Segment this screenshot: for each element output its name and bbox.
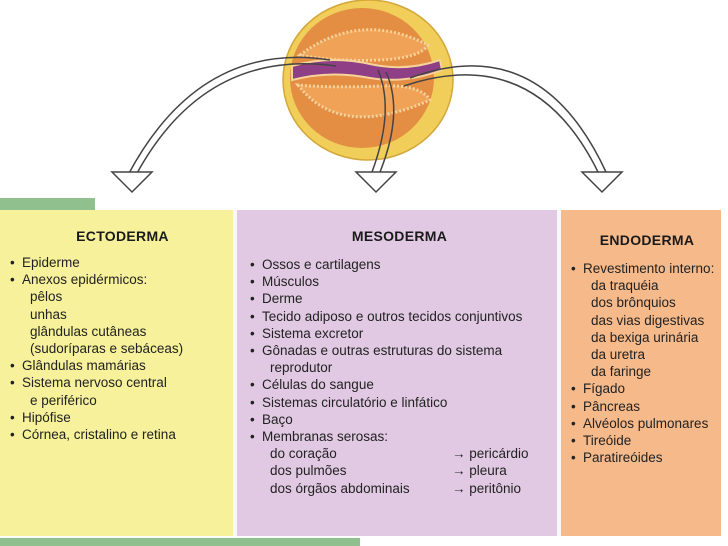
serosa-organ: do coração xyxy=(270,446,337,462)
list-item: • Sistema excretor xyxy=(262,325,557,342)
arrowhead-mesoderma xyxy=(356,172,396,192)
list-item: • Células do sangue xyxy=(262,376,557,393)
list-item: da uretra xyxy=(591,347,646,363)
list-item: das vias digestivas xyxy=(591,312,705,328)
arrowhead-ectoderma xyxy=(112,172,152,192)
list-item: reprodutor xyxy=(270,360,333,376)
embryo-illustration xyxy=(0,0,728,200)
list-item: • Membranas serosas: xyxy=(262,428,557,445)
list-item: • Revestimento interno: xyxy=(583,260,721,277)
list-item: • Pâncreas xyxy=(583,398,721,415)
list-item: glândulas cutâneas xyxy=(30,323,147,339)
serosa-result: → pericárdio xyxy=(452,446,529,462)
list-item: • Gônadas e outras estruturas do sistema xyxy=(262,342,557,359)
list-item: unhas xyxy=(30,306,67,322)
list-item: • Derme xyxy=(262,290,557,307)
list-item: • Glândulas mamárias xyxy=(22,357,233,374)
mesoderma-title: MESODERMA xyxy=(351,228,448,244)
endoderma-title: ENDODERMA xyxy=(599,232,695,248)
list-item: • Hipófise xyxy=(22,409,233,426)
ectoderma-panel xyxy=(0,210,233,536)
arrowhead-endoderma xyxy=(582,172,622,192)
list-item: • Anexos epidérmicos: xyxy=(22,271,233,288)
serosa-result: → peritônio xyxy=(452,480,522,496)
mesoderma-panel xyxy=(237,210,557,536)
decorative-bar-bottom xyxy=(0,538,360,546)
list-item: • Córnea, cristalino e retina xyxy=(22,426,233,443)
list-item: • Tireóide xyxy=(583,432,721,449)
list-item: da traquéia xyxy=(591,278,659,294)
endoderma-list xyxy=(583,260,721,466)
list-item: • Tecido adiposo e outros tecidos conjuntivos xyxy=(262,308,557,325)
serosa-row xyxy=(262,480,557,497)
ectoderma-title: ECTODERMA xyxy=(76,228,169,244)
serosa-row xyxy=(262,462,557,479)
serosa-result: → pleura xyxy=(452,463,507,479)
endoderma-panel xyxy=(561,210,721,536)
serosa-organ: dos pulmões xyxy=(270,463,347,479)
list-item: • Epiderme xyxy=(22,254,233,271)
list-item: pêlos xyxy=(30,289,63,305)
ectoderma-list xyxy=(22,254,233,443)
list-item: e periférico xyxy=(30,392,97,408)
list-item: • Músculos xyxy=(262,273,557,290)
list-item: (sudoríparas e sebáceas) xyxy=(30,341,184,357)
list-item: • Alvéolos pulmonares xyxy=(583,415,721,432)
list-item: dos brônquios xyxy=(591,295,676,311)
list-item: • Sistemas circulatório e linfático xyxy=(262,394,557,411)
list-item: • Sistema nervoso central xyxy=(22,374,233,391)
serosa-organ: dos órgãos abdominais xyxy=(270,480,410,496)
list-item: • Fígado xyxy=(583,380,721,397)
list-item: • Ossos e cartilagens xyxy=(262,256,557,273)
list-item: • Baço xyxy=(262,411,557,428)
list-item: da faringe xyxy=(591,364,652,380)
list-item: da bexiga urinária xyxy=(591,329,699,345)
serosa-row xyxy=(262,445,557,462)
list-item: • Paratireóides xyxy=(583,449,721,466)
mesoderma-list xyxy=(262,256,557,497)
